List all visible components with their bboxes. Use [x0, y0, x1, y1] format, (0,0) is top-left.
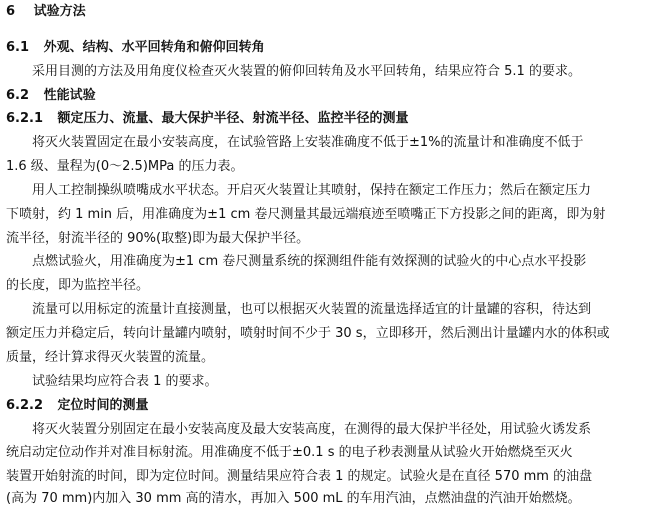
section-heading-6-2-1 [6, 107, 660, 131]
paragraph-line: 将灭火装置固定在最小安装高度，在试验管路上安装准确度不低于±1%的流量计和准确度不低于 [32, 135, 584, 150]
paragraph-line: 点燃试验火，用准确度为±1 cm 卷尺测量系统的探测组件能有效探测的试验火的中心点水平投影 [32, 254, 587, 269]
paragraph-line: 额定压力并稳定后，转向计量罐内喷射，喷射时间不少于 30 s，立即移开，然后测出计量罐内水的体积或 [6, 326, 610, 341]
paragraph-line: 流半径，射流半径的 90%(取整)即为最大保护半径。 [6, 231, 310, 246]
section-title: 外观、结构、水平回转角和俯仰回转角 [43, 40, 265, 55]
paragraph-line: 1.6 级、量程为(0～2.5)MPa 的压力表。 [6, 159, 244, 174]
paragraph-line: 流量可以用标定的流量计直接测量，也可以根据灭火装置的流量选择适宜的计量罐的容积，待达到 [32, 302, 592, 317]
paragraph-line: 将灭火装置分别固定在最小安装高度及最大安装高度，在测得的最大保护半径处，用试验火诱发系 [32, 422, 592, 437]
section-number: 6.2.2 [6, 398, 44, 413]
section-title: 试验方法 [33, 4, 86, 19]
section-title: 额定压力、流量、最大保护半径、射流半径、监控半径的测量 [57, 111, 409, 126]
paragraph-line: (高为 70 mm)内加入 30 mm 高的清水，再加入 500 mL 的车用汽油，点燃油盘的汽油开始燃烧。 [6, 491, 581, 506]
section-number: 6.1 [6, 40, 30, 55]
section-number: 6 [6, 4, 16, 19]
paragraph-line: 采用目测的方法及用角度仪检查灭火装置的俯仰回转角及水平回转角，结果应符合 5.1 的要求。 [32, 64, 581, 79]
paragraph-line: 的长度，即为监控半径。 [6, 278, 150, 293]
paragraph-line: 装置开始射流的时间，即为定位时间。测量结果应符合表 1 的规定。试验火是在直径 570 mm 的油盘 [6, 469, 593, 484]
section-heading-6-2 [6, 84, 660, 108]
section-heading-6 [6, 0, 660, 24]
paragraph-line: 统启动定位动作并对准目标射流。用准确度不低于±0.1 s 的电子秒表测量从试验火开始燃烧至灭火 [6, 445, 573, 460]
paragraph-line: 下喷射，约 1 min 后，用准确度为±1 cm 卷尺测量其最远端痕迹至喷嘴正下方投影之间的距离，即为射 [6, 207, 606, 222]
paragraph-line: 质量，经计算求得灭火装置的流量。 [6, 350, 215, 365]
section-title: 性能试验 [43, 88, 96, 103]
paragraph-line: 用人工控制操纵喷嘴成水平状态。开启灭火装置让其喷射，保持在额定工作压力；然后在额定压力 [32, 183, 592, 198]
section-number: 6.2 [6, 88, 30, 103]
section-title: 定位时间的测量 [57, 398, 149, 413]
section-heading-6-1 [6, 36, 660, 60]
paragraph-line: 试验结果均应符合表 1 的要求。 [32, 374, 218, 389]
section-heading-6-2-2 [6, 394, 660, 418]
section-number: 6.2.1 [6, 111, 44, 126]
